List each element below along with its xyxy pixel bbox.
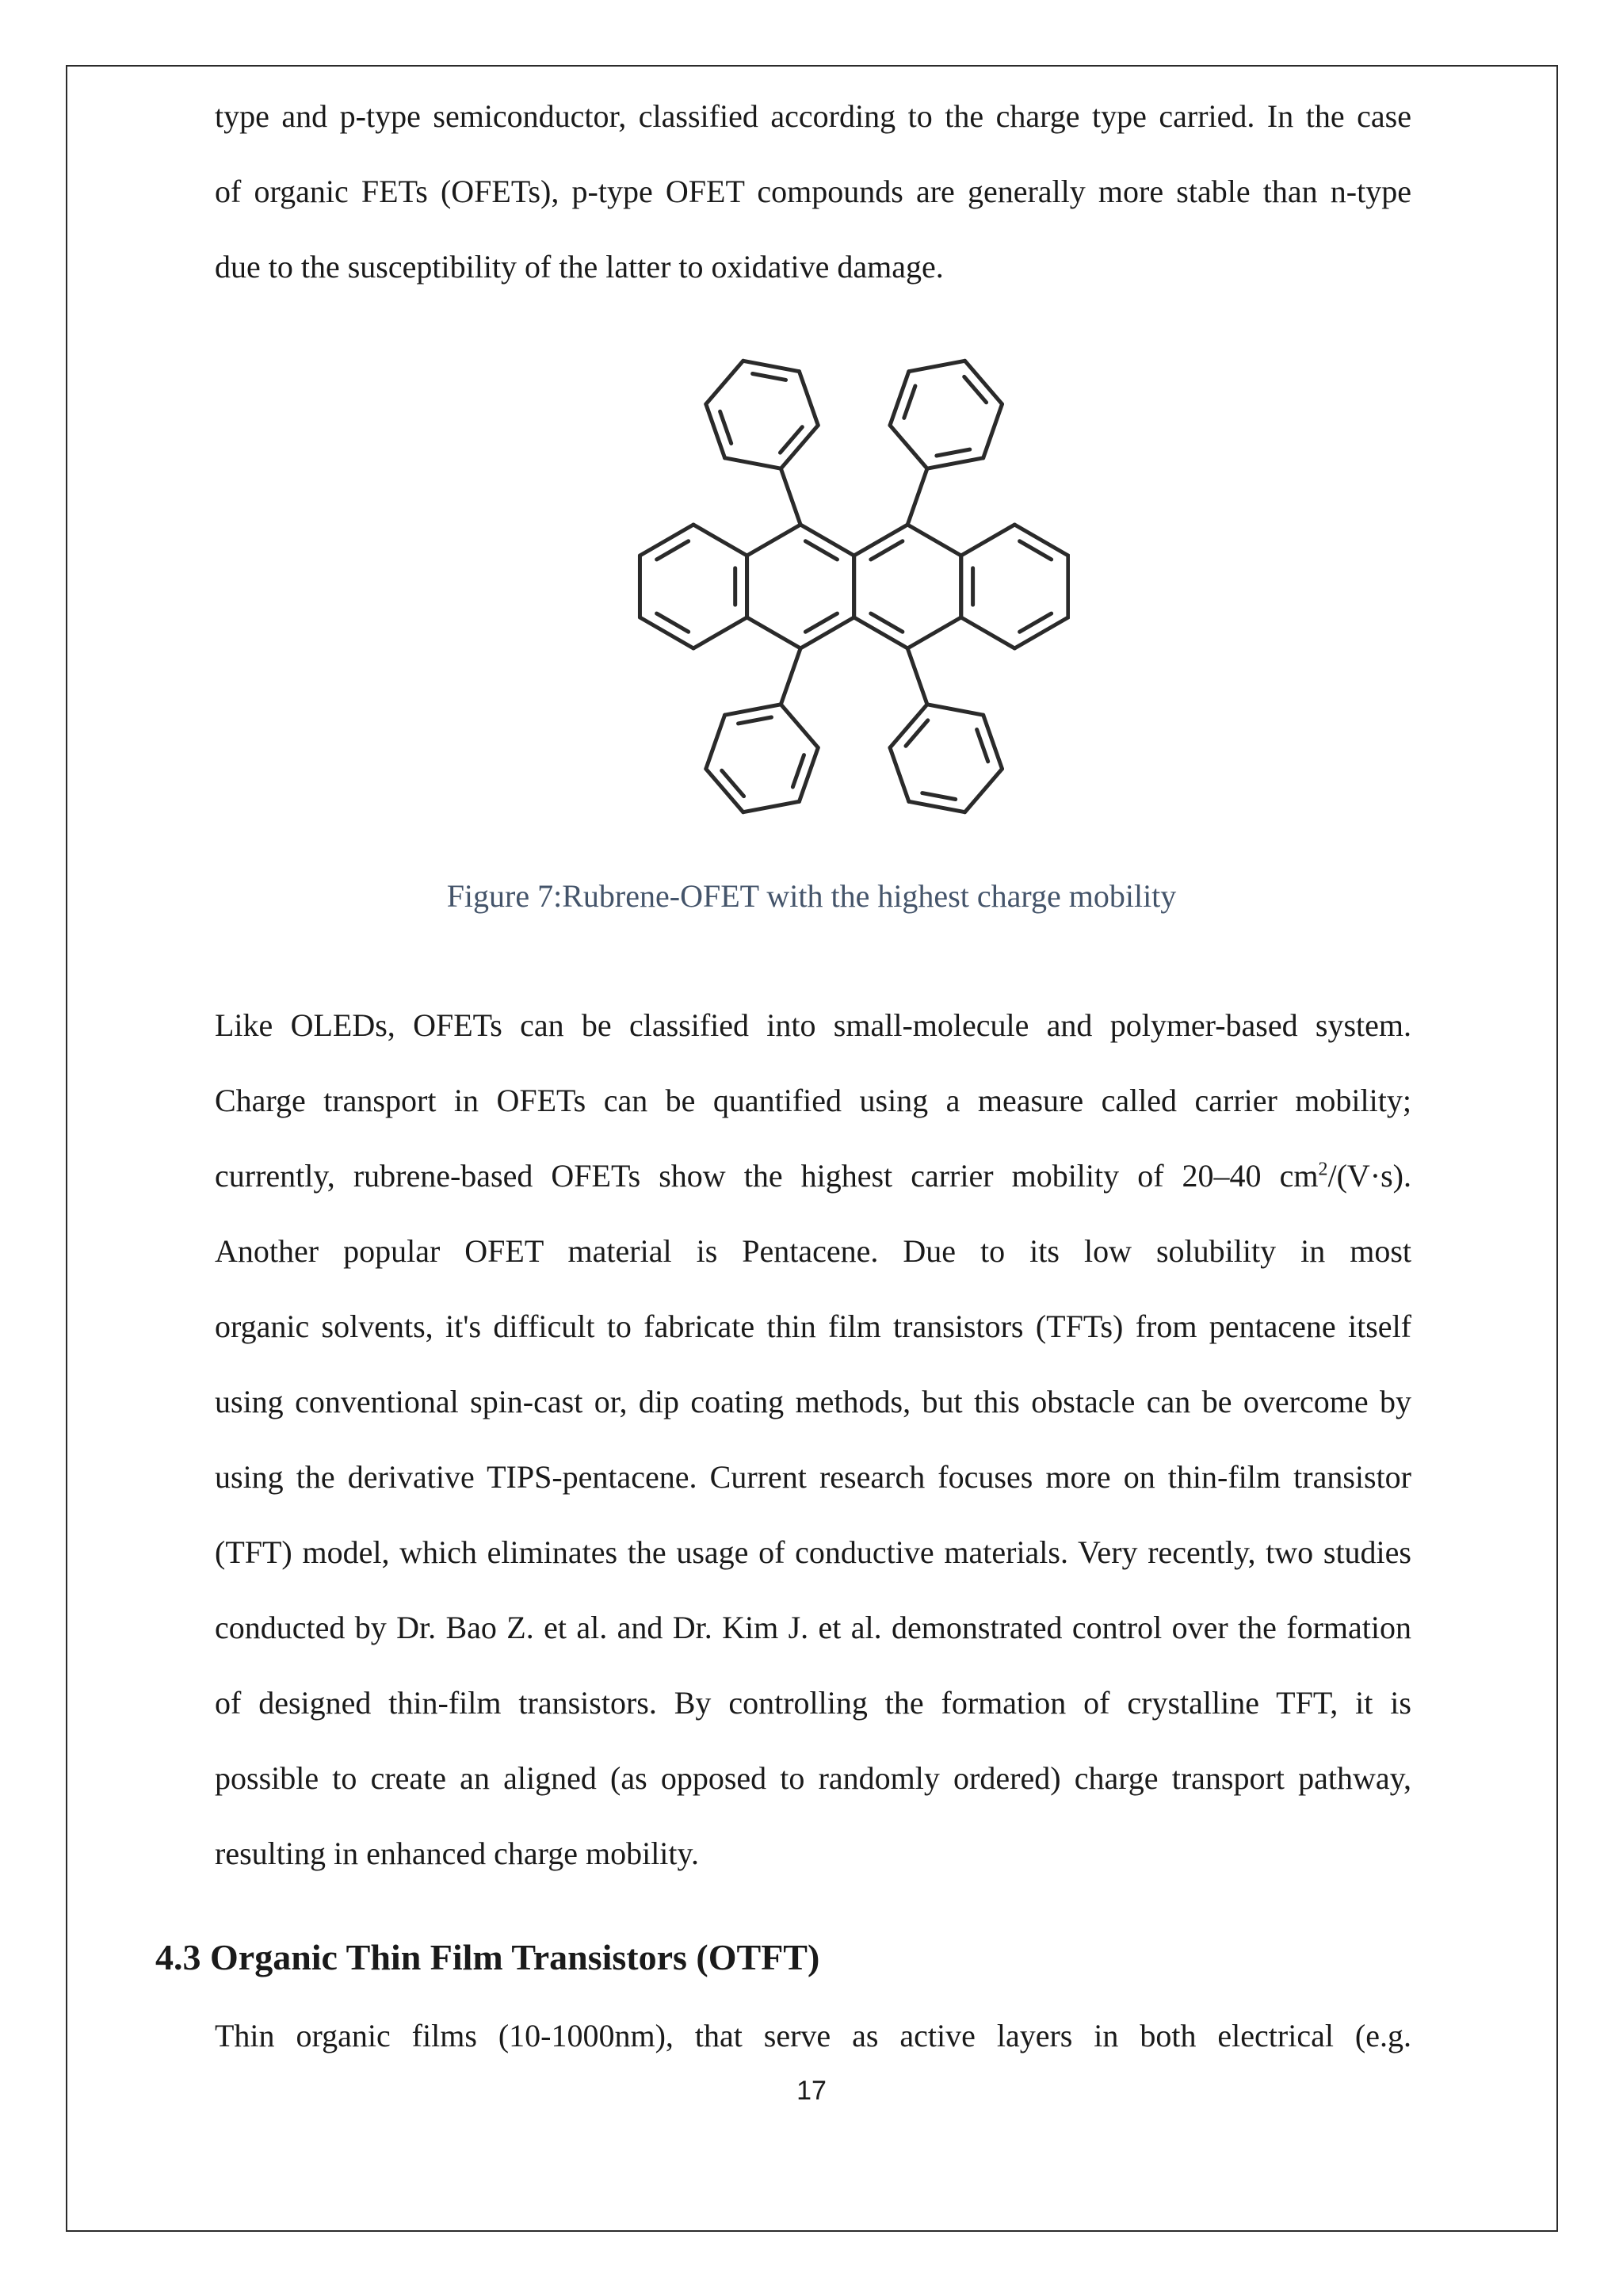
phenyl-top-left-double-bond [753,373,786,380]
section-heading: 4.3 Organic Thin Film Transistors (OTFT) [155,1937,820,1977]
phenyl-bottom-right-bond [927,705,983,715]
body-line-11: possible to create an aligned (as opposed to randomly ordered) charge transport pathway, [215,1760,1411,1796]
phenyl-bottom-right-bond [909,801,965,812]
phenyl-top-left-bond [743,361,800,371]
page-number: 17 [796,2076,827,2106]
phenyl-bottom-left-link [781,648,800,705]
body-line-3-unit: /(V·s). [1327,1158,1411,1194]
body-line-10: of designed thin-film transistors. By controlling the formation of crystalline TFT, it is [215,1685,1411,1721]
body-line-9: conducted by Dr. Bao Z. et al. and Dr. Kim J. et al. demonstrated control over the formation [215,1610,1411,1645]
backbone-ring-2-bond [800,617,854,648]
phenyl-top-left-bond [799,372,818,426]
phenyl-bottom-left-double-bond [739,717,772,724]
phenyl-bottom-right-bond [890,747,909,801]
backbone-ring-1-bond [640,617,693,648]
phenyl-top-right-bond [890,426,927,469]
section-first-line: Thin organic films (10-1000nm), that serve as active layers in both electrical (e.g. [215,2018,1411,2053]
phenyl-bottom-left-double-bond [792,755,804,787]
backbone-ring-3-bond [854,525,908,556]
body-line-8: (TFT) model, which eliminates the usage of conductive materials. Very recently, two studies [215,1534,1411,1570]
phenyl-bottom-left-bond [781,705,818,748]
backbone-ring-2-bond [747,617,801,648]
body-line-12: resulting in enhanced charge mobility. [215,1836,699,1871]
body-line-7: using the derivative TIPS-pentacene. Current research focuses more on thin-film transistor [215,1459,1411,1495]
phenyl-top-left-bond [725,458,781,468]
backbone-ring-4-bond [1014,617,1068,648]
figure-caption: Figure 7:Rubrene-OFET with the highest charge mobility [446,878,1177,914]
body-line-1: Like OLEDs, OFETs can be classified into small-molecule and polymer-based system. [215,1007,1411,1043]
backbone-ring-1-bond [693,525,747,556]
intro-line-1: type and p-type semiconductor, classified according to the charge type carried. In the case [215,98,1411,134]
backbone-ring-2-bond [800,525,854,556]
body-line-2: Charge transport in OFETs can be quantified using a measure called carrier mobility; [215,1083,1411,1118]
phenyl-top-right-link [907,468,927,525]
backbone-ring-4-bond [961,617,1015,648]
rubrene-molecule-diagram [610,329,1070,844]
backbone-ring-3-bond [907,525,961,556]
phenyl-top-left-double-bond [720,411,731,443]
phenyl-bottom-right-double-bond [922,793,956,800]
phenyl-bottom-right-bond [965,769,1002,812]
backbone-ring-2-bond [747,525,801,556]
body-line-3 [215,1157,1411,1195]
phenyl-bottom-right-link [907,648,927,705]
backbone-ring-3-bond [854,617,908,648]
unit-superscript: 2 [1318,1159,1328,1180]
backbone-ring-3-bond [907,617,961,648]
body-line-3-text: currently, rubrene-based OFETs show the highest carrier mobility of 20–40 cm [215,1158,1319,1194]
backbone-ring-4-bond [1014,525,1068,556]
body-line-6: using conventional spin-cast or, dip coating methods, but this obstacle can be overcome by [215,1384,1411,1419]
body-line-5: organic solvents, it's difficult to fabricate thin film transistors (TFTs) from pentacene itself [215,1308,1411,1344]
phenyl-bottom-left-bond [743,801,800,812]
phenyl-bottom-right-double-bond [977,730,988,762]
phenyl-top-left-link [781,468,800,525]
backbone-ring-1-bond [640,525,693,556]
phenyl-top-right-double-bond [937,449,970,456]
rubrene-structure-figure [610,329,1070,844]
intro-line-3: due to the susceptibility of the latter to oxidative damage. [215,249,944,285]
phenyl-top-left-bond [706,361,743,404]
body-line-4: Another popular OFET material is Pentacene. Due to its low solubility in most [215,1233,1411,1269]
phenyl-bottom-left-bond [706,715,725,769]
phenyl-top-right-double-bond [904,386,915,418]
phenyl-bottom-left-bond [725,705,781,715]
backbone-ring-1-bond [693,617,747,648]
backbone-ring-4-bond [961,525,1015,556]
phenyl-top-right-bond [927,458,983,468]
intro-line-2: of organic FETs (OFETs), p-type OFET compounds are generally more stable than n-type [215,174,1411,209]
phenyl-top-right-bond [983,404,1002,458]
phenyl-top-right-bond [909,361,965,371]
